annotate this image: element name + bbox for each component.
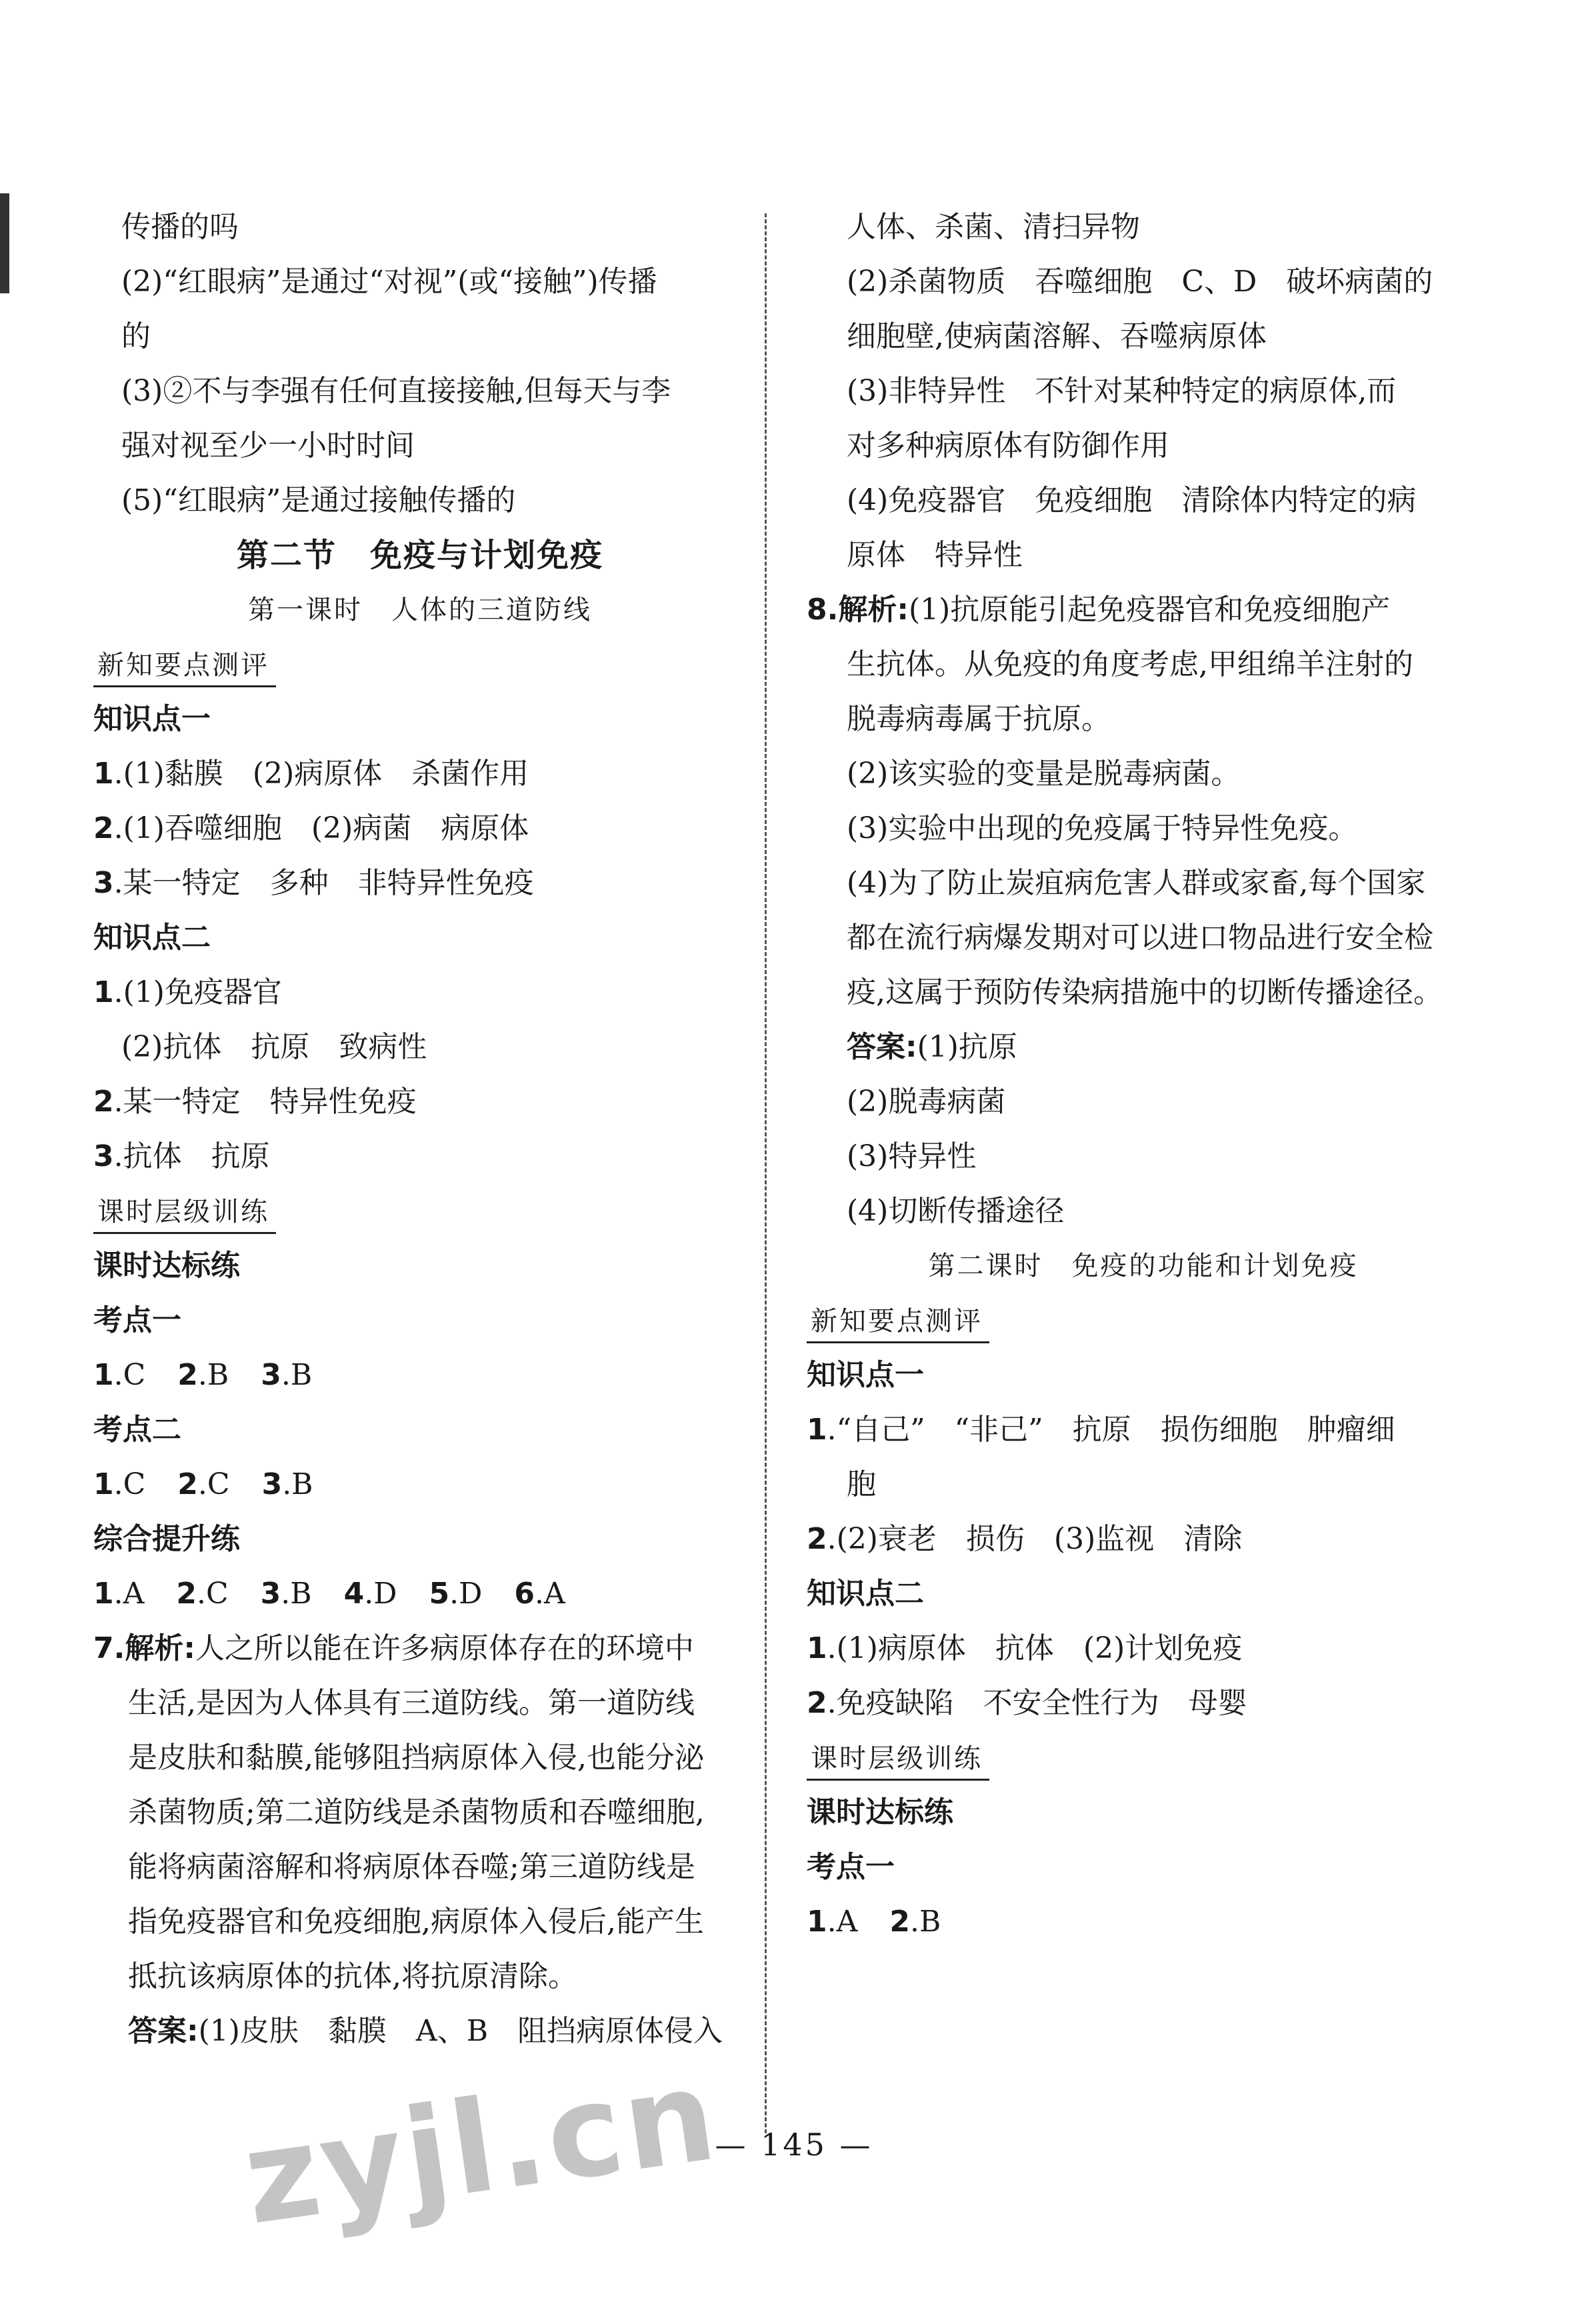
lesson-title: 第二课时 免疫的功能和计划免疫 [928, 1251, 1359, 1281]
item-number: 5 [429, 1577, 450, 1611]
answer-choice: .C [113, 1467, 146, 1501]
answer-line: (2)抗体 抗原 致病性 [121, 1030, 427, 1064]
answer-choice: .B [281, 1577, 312, 1611]
analysis-text: 杀菌物质;第二道防线是杀菌物质和吞噬细胞, [128, 1795, 705, 1829]
text-line: (5)“红眼病”是通过接触传播的 [121, 483, 516, 517]
item-number: 1 [93, 757, 114, 791]
analysis-text: 疫,这属于预防传染病措施中的切断传播途径。 [847, 975, 1443, 1009]
section-tag: 课时层级训练 [807, 1740, 989, 1781]
item-number: 1 [807, 1905, 827, 1939]
item-number: 2 [93, 1085, 114, 1119]
answer-line [93, 1129, 747, 1184]
answer-text: .某一特定 多种 非特异性免疫 [113, 866, 534, 900]
answer-choice: .B [281, 1358, 313, 1392]
mc-answers [93, 1457, 747, 1512]
answer-line: (4)切断传播途径 [847, 1194, 1065, 1228]
answer-line: (3)特异性 [847, 1139, 977, 1173]
item-number: 7 [93, 1631, 114, 1665]
answer-line [93, 1075, 747, 1129]
answer-text: .“自己” “非己” 抗原 损伤细胞 肿瘤细 [827, 1413, 1395, 1447]
answer-text: .(1)黏膜 (2)病原体 杀菌作用 [113, 757, 529, 791]
knowledge-point-heading: 知识点二 [93, 921, 211, 955]
knowledge-point-heading: 知识点二 [807, 1577, 924, 1611]
watermark: zyjl.cn [235, 2041, 727, 2253]
mc-answers [807, 1895, 1480, 1949]
item-number: 3 [93, 1139, 114, 1173]
item-number: 2 [807, 1686, 827, 1720]
exam-point-heading: 考点一 [807, 1850, 895, 1884]
answer-choice: .A [113, 1577, 145, 1611]
text-line: 强对视至少一小时时间 [121, 429, 415, 463]
text-line: (2)“红眼病”是通过“对视”(或“接触”)传播 [121, 265, 657, 299]
left-column [93, 200, 747, 2059]
analysis-text: 生抗体。从免疫的角度考虑,甲组绵羊注射的 [847, 647, 1413, 681]
item-number: 2 [889, 1905, 911, 1939]
item-number: 1 [93, 1577, 114, 1611]
section-tag: 新知要点测评 [93, 647, 276, 687]
practice-heading: 课时达标练 [93, 1249, 240, 1283]
answer-line [807, 1403, 1480, 1457]
answer-line: 胞 [847, 1467, 876, 1501]
answer-choice: .C [113, 1358, 146, 1392]
analysis-text: (4)为了防止炭疽病危害人群或家畜,每个国家 [847, 866, 1426, 900]
answer-line [93, 856, 747, 911]
analysis-text: 人之所以能在许多病原体存在的环境中 [195, 1631, 694, 1665]
answer-text: .(2)衰老 损伤 (3)监视 清除 [827, 1522, 1243, 1556]
analysis-label: .解析: [113, 1631, 195, 1665]
text-line: (2)杀菌物质 吞噬细胞 C、D 破坏病菌的 [847, 265, 1433, 299]
page-number: — 145 — [715, 2127, 873, 2163]
item-number: 1 [807, 1631, 827, 1665]
text-line: 细胞壁,使病菌溶解、吞噬病原体 [847, 319, 1267, 353]
section-title: 第二节 免疫与计划免疫 [236, 537, 603, 574]
item-number: 6 [514, 1577, 535, 1611]
text-line: 的 [121, 319, 151, 353]
analysis-text: 是皮肤和黏膜,能够阻挡病原体入侵,也能分泌 [128, 1741, 704, 1775]
analysis-label: .解析: [827, 593, 909, 627]
text-line: (3)非特异性 不针对某种特定的病原体,而 [847, 374, 1397, 408]
knowledge-point-heading: 知识点一 [93, 702, 211, 736]
analysis-text: (1)抗原能引起免疫器官和免疫细胞产 [908, 593, 1391, 627]
answer-text: .(1)免疫器官 [113, 975, 282, 1009]
answer-text: (1)皮肤 黏膜 A、B 阻挡病原体侵入 [198, 2014, 723, 2048]
answer-line: (2)脱毒病菌 [847, 1085, 1006, 1119]
item-number: 8 [807, 593, 827, 627]
answer-label: 答案: [128, 2014, 199, 2048]
analysis-text: 指免疫器官和免疫细胞,病原体入侵后,能产生 [128, 1905, 704, 1939]
practice-heading: 课时达标练 [807, 1795, 953, 1829]
answer-line [807, 1676, 1480, 1731]
item-number: 2 [807, 1522, 827, 1556]
answer-line [93, 965, 747, 1020]
answer-line [807, 583, 1480, 637]
answer-line [93, 747, 747, 801]
answer-line [93, 801, 747, 856]
answer-choice: .C [197, 1577, 229, 1611]
item-number: 4 [343, 1577, 365, 1611]
answer-text: .免疫缺陷 不安全性行为 母婴 [827, 1686, 1247, 1720]
item-number: 2 [93, 811, 114, 845]
exam-point-heading: 考点二 [93, 1413, 181, 1447]
answer-label: 答案: [847, 1030, 917, 1064]
analysis-text: 抵抗该病原体的抗体,将抗原清除。 [128, 1959, 577, 1993]
binding-mark [0, 193, 9, 293]
analysis-text: 脱毒病毒属于抗原。 [847, 702, 1111, 736]
item-number: 1 [807, 1413, 827, 1447]
mc-answers [93, 1567, 747, 1621]
answer-choice: .A [535, 1577, 565, 1611]
item-number: 2 [177, 1467, 198, 1501]
answer-line [93, 1621, 747, 1676]
answer-choice: .B [197, 1358, 229, 1392]
text-line: 传播的吗 [121, 210, 239, 244]
item-number: 3 [261, 1467, 283, 1501]
item-number: 1 [93, 1467, 114, 1501]
section-tag: 课时层级训练 [93, 1193, 276, 1234]
answer-text: (1)抗原 [917, 1030, 1017, 1064]
answer-choice: .C [197, 1467, 230, 1501]
section-tag: 新知要点测评 [807, 1303, 989, 1343]
text-line: (3)②不与李强有任何直接接触,但每天与李 [121, 374, 671, 408]
answer-choice: .D [449, 1577, 483, 1611]
analysis-text: 生活,是因为人体具有三道防线。第一道防线 [128, 1686, 695, 1720]
item-number: 2 [176, 1577, 197, 1611]
answer-line [807, 1621, 1480, 1676]
item-number: 1 [93, 975, 114, 1009]
item-number: 1 [93, 1358, 114, 1392]
answer-line [807, 1020, 1480, 1075]
lesson-title: 第一课时 人体的三道防线 [248, 595, 592, 625]
answer-choice: .A [827, 1905, 858, 1939]
answer-choice: .B [910, 1905, 941, 1939]
answer-text: .(1)吞噬细胞 (2)病菌 病原体 [113, 811, 529, 845]
exam-point-heading: 考点一 [93, 1303, 181, 1337]
item-number: 3 [260, 1577, 281, 1611]
text-line: (4)免疫器官 免疫细胞 清除体内特定的病 [847, 483, 1417, 517]
comprehensive-heading: 综合提升练 [93, 1522, 240, 1556]
answer-text: .(1)病原体 抗体 (2)计划免疫 [827, 1631, 1243, 1665]
answer-text: .某一特定 特异性免疫 [113, 1085, 417, 1119]
analysis-text: 都在流行病爆发期对可以进口物品进行安全检 [847, 921, 1433, 955]
analysis-text: (2)该实验的变量是脱毒病菌。 [847, 757, 1241, 791]
text-line: 原体 特异性 [847, 538, 1023, 572]
item-number: 2 [177, 1358, 198, 1392]
item-number: 3 [93, 866, 114, 900]
column-divider [765, 213, 767, 2133]
right-column [807, 200, 1480, 1949]
answer-choice: .D [364, 1577, 397, 1611]
analysis-text: 能将病菌溶解和将病原体吞噬;第三道防线是 [128, 1850, 695, 1884]
answer-choice: .B [282, 1467, 313, 1501]
item-number: 3 [261, 1358, 281, 1392]
knowledge-point-heading: 知识点一 [807, 1358, 924, 1392]
answer-line [807, 1512, 1480, 1567]
mc-answers [93, 1348, 747, 1403]
answer-text: .抗体 抗原 [113, 1139, 270, 1173]
text-line: 人体、杀菌、清扫异物 [847, 210, 1140, 244]
analysis-text: (3)实验中出现的免疫属于特异性免疫。 [847, 811, 1358, 845]
text-line: 对多种病原体有防御作用 [847, 429, 1169, 463]
